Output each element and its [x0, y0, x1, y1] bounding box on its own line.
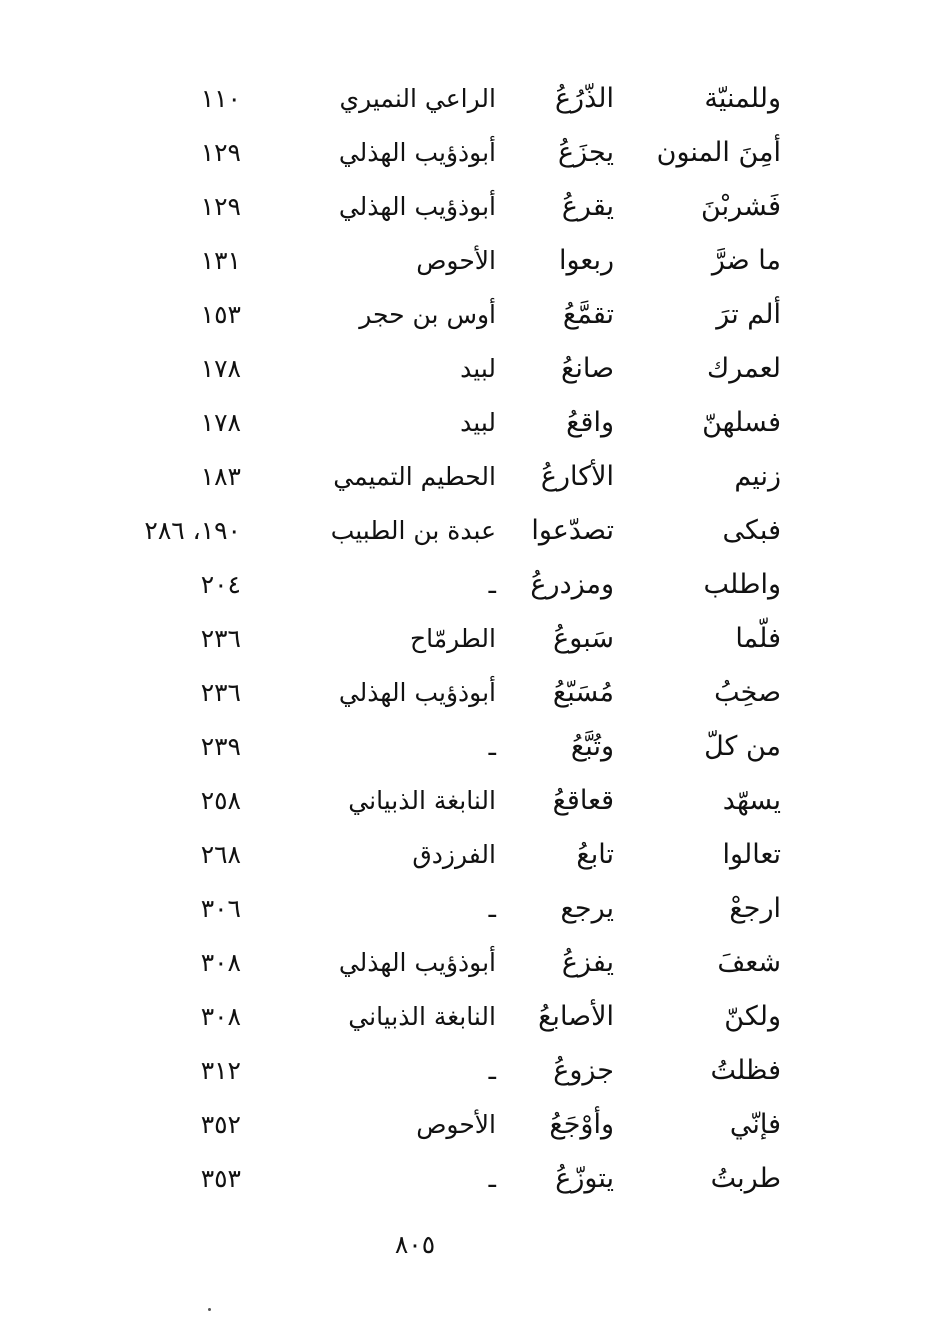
rhyme-word: وأوْجَعُ — [549, 1109, 614, 1140]
table-row — [0, 72, 946, 126]
table-row — [0, 936, 946, 990]
table-row — [0, 1152, 946, 1206]
page-reference: ١٥٣ — [200, 300, 241, 329]
table-row — [0, 720, 946, 774]
poet-name: لبيد — [460, 354, 496, 383]
poet-name: الأحوص — [416, 1110, 496, 1139]
page-reference: ٢٦٨ — [200, 840, 241, 869]
poet-name: عبدة بن الطبيب — [330, 516, 496, 545]
verse-opening-word: فبكى — [722, 515, 781, 546]
rhyme-word: واقعُ — [566, 407, 614, 438]
table-row — [0, 180, 946, 234]
verse-opening-word: لعمرك — [706, 353, 781, 384]
poet-name: الأحوص — [416, 246, 496, 275]
table-row — [0, 288, 946, 342]
poet-name: أبوذؤيب الهذلي — [338, 138, 496, 167]
rhyme-word: تصدّعوا — [531, 515, 614, 546]
verse-opening-word: زنيم — [734, 461, 781, 492]
page-reference: ٢٣٦ — [200, 624, 241, 653]
page-reference: ١١٠ — [200, 84, 241, 113]
page-reference: ٣٥٢ — [200, 1110, 241, 1139]
page-reference: ٢٣٦ — [200, 678, 241, 707]
poet-name: ـ — [488, 1056, 496, 1085]
verse-opening-word: فلّما — [735, 623, 781, 654]
poet-name: ـ — [488, 894, 496, 923]
poet-name: الفرزدق — [412, 840, 496, 869]
rhyme-word: صانعُ — [560, 353, 614, 384]
page-reference: ٢٣٩ — [200, 732, 241, 761]
table-row — [0, 1098, 946, 1152]
verse-opening-word: فظلتُ — [710, 1055, 781, 1086]
verse-opening-word: فسلهنّ — [702, 407, 781, 438]
rhyme-word: يجزَعُ — [558, 137, 614, 168]
table-row — [0, 882, 946, 936]
table-row — [0, 342, 946, 396]
poet-name: أبوذؤيب الهذلي — [338, 192, 496, 221]
verse-opening-word: ما ضرَّ — [711, 245, 781, 276]
poet-name: النابغة الذبياني — [348, 1002, 496, 1031]
rhyme-word: تقمَّعُ — [562, 299, 614, 330]
verse-opening-word: شعفَ — [717, 947, 781, 978]
verse-opening-word: فإنّي — [729, 1109, 781, 1140]
poet-name: الحطيم التميمي — [333, 462, 496, 491]
page-reference: ١٩٠، ٢٨٦ — [144, 516, 241, 545]
verse-opening-word: صخِبُ — [714, 677, 781, 708]
verse-opening-word: واطلب — [703, 569, 781, 600]
poet-name: ـ — [488, 1164, 496, 1193]
table-row — [0, 450, 946, 504]
page-reference: ٣٠٨ — [200, 948, 241, 977]
poet-name: أبوذؤيب الهذلي — [338, 678, 496, 707]
page-reference: ١٨٣ — [200, 462, 241, 491]
verse-opening-word: يسهّد — [722, 785, 781, 816]
rhyme-word: يفزعُ — [561, 947, 614, 978]
print-speck — [208, 1308, 211, 1311]
page-reference: ١٧٨ — [200, 354, 241, 383]
table-row — [0, 1044, 946, 1098]
rhyme-word: سَبوعُ — [553, 623, 614, 654]
table-row — [0, 666, 946, 720]
table-row — [0, 504, 946, 558]
page-reference: ٢٥٨ — [200, 786, 241, 815]
rhyme-word: مُسَبّعُ — [552, 677, 614, 708]
rhyme-word: يرجع — [560, 893, 614, 924]
page-number: ٨٠٥ — [394, 1230, 436, 1259]
table-row — [0, 828, 946, 882]
table-row — [0, 612, 946, 666]
rhyme-word: يقرعُ — [561, 191, 614, 222]
verse-opening-word: فَشربْنَ — [701, 191, 781, 222]
poet-name: ـ — [488, 570, 496, 599]
page-reference: ٣٠٦ — [200, 894, 241, 923]
verse-opening-word: أمِنَ المنون — [656, 137, 781, 168]
rhyme-word: ومزدرعُ — [530, 569, 614, 600]
rhyme-word: الذّرُعُ — [554, 83, 614, 114]
verse-opening-word: تعالوا — [722, 839, 781, 870]
rhyme-word: ربعوا — [558, 245, 614, 276]
page-reference: ٣١٢ — [200, 1056, 241, 1085]
verse-opening-word: من كلّ — [704, 731, 781, 762]
verse-opening-word: طربتُ — [710, 1163, 781, 1194]
table-row — [0, 234, 946, 288]
verse-opening-word: ارجعْ — [729, 893, 781, 924]
rhyme-word: جزوعُ — [553, 1055, 614, 1086]
verse-opening-word: ولكنّ — [724, 1001, 781, 1032]
page-reference: ٢٠٤ — [200, 570, 241, 599]
rhyme-word: يتوزّعُ — [555, 1163, 614, 1194]
verse-opening-word: ألم ترَ — [716, 299, 781, 330]
rhyme-word: الأكارعُ — [540, 461, 614, 492]
rhyme-word: الأصابعُ — [538, 1001, 614, 1032]
table-row — [0, 126, 946, 180]
page-reference: ١٢٩ — [200, 138, 241, 167]
poet-name: أبوذؤيب الهذلي — [338, 948, 496, 977]
rhyme-word: وتُبَّعُ — [570, 731, 614, 762]
page-reference: ١٣١ — [200, 246, 241, 275]
poet-name: الطرمّاح — [409, 624, 496, 653]
rhyme-word: تابعُ — [576, 839, 614, 870]
page-reference: ٣٠٨ — [200, 1002, 241, 1031]
poet-name: الراعي النميري — [339, 84, 496, 113]
verse-opening-word: وللمنيّة — [704, 83, 781, 114]
table-row — [0, 990, 946, 1044]
verse-index-table — [0, 72, 946, 1206]
page-reference: ١٧٨ — [200, 408, 241, 437]
table-row — [0, 396, 946, 450]
page-reference: ١٢٩ — [200, 192, 241, 221]
poet-name: أوس بن حجر — [359, 300, 496, 329]
table-row — [0, 558, 946, 612]
table-row — [0, 774, 946, 828]
poet-name: النابغة الذبياني — [348, 786, 496, 815]
page-reference: ٣٥٣ — [200, 1164, 241, 1193]
poet-name: لبيد — [460, 408, 496, 437]
rhyme-word: قعاقعُ — [552, 785, 614, 816]
poet-name: ـ — [488, 732, 496, 761]
